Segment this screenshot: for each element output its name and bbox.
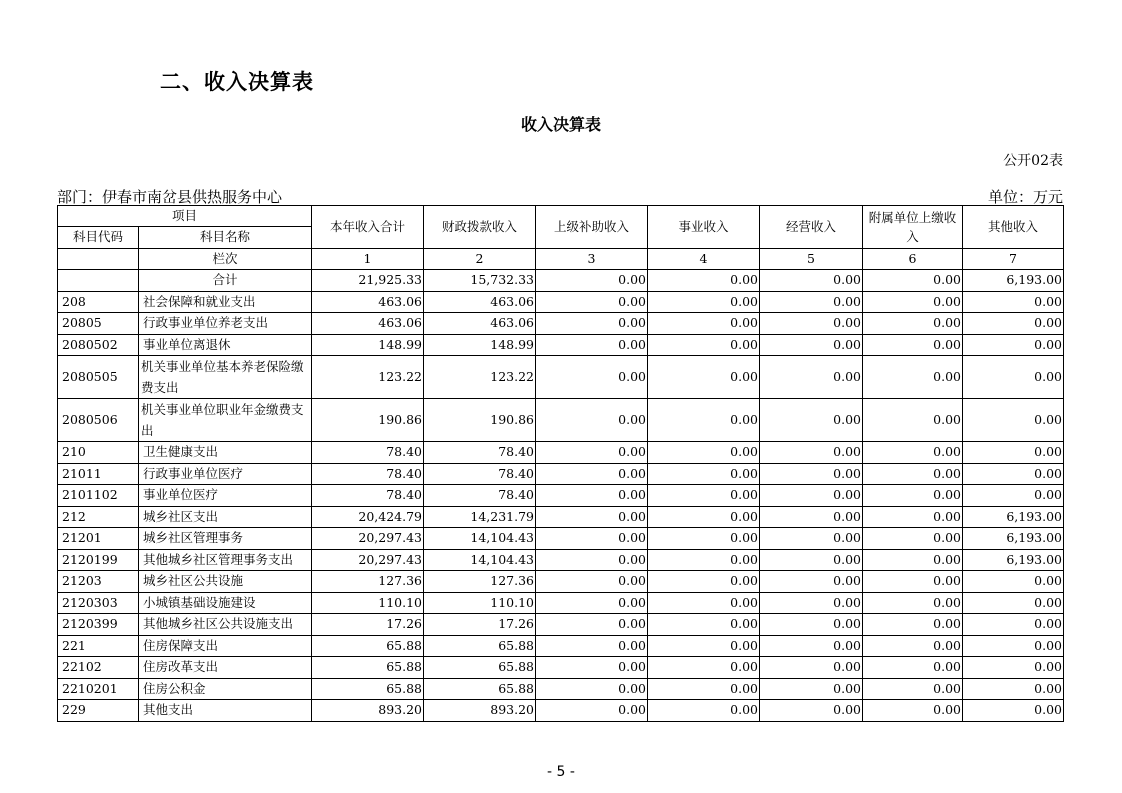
table-row [58,313,1064,335]
amount-cell: 6,193.00 [963,549,1064,571]
amount-cell: 78.40 [424,485,536,507]
amount-cell: 17.26 [312,614,424,636]
subject-name: 机关事业单位基本养老保险缴费支出 [139,356,312,399]
amount-cell: 0.00 [963,571,1064,593]
amount-cell: 893.20 [424,700,536,722]
amount-cell: 0.00 [536,291,648,313]
amount-cell: 463.06 [312,291,424,313]
amount-cell: 0.00 [760,506,863,528]
amount-cell: 0.00 [648,485,760,507]
amount-cell: 123.22 [424,356,536,399]
amount-cell: 123.22 [312,356,424,399]
table-row [58,463,1064,485]
amount-cell: 0.00 [760,313,863,335]
header-col: 附属单位上缴收入 [863,206,963,249]
table-row [58,442,1064,464]
amount-cell: 0.00 [648,528,760,550]
subject-name: 城乡社区管理事务 [139,528,312,550]
amount-cell: 0.00 [963,678,1064,700]
amount-cell: 0.00 [536,442,648,464]
total-value: 21,925.33 [312,270,424,292]
amount-cell: 20,297.43 [312,549,424,571]
amount-cell: 0.00 [863,291,963,313]
amount-cell: 0.00 [863,399,963,442]
subject-code: 2120303 [58,592,139,614]
amount-cell: 0.00 [963,485,1064,507]
header-item: 项目 [58,206,312,227]
amount-cell: 0.00 [863,485,963,507]
subject-name: 住房公积金 [139,678,312,700]
total-value: 0.00 [536,270,648,292]
table-row [58,614,1064,636]
blank-cell [58,248,139,270]
table-row [58,334,1064,356]
col-number: 4 [648,248,760,270]
amount-cell: 0.00 [536,463,648,485]
amount-cell: 0.00 [863,334,963,356]
amount-cell: 0.00 [760,678,863,700]
amount-cell: 0.00 [648,678,760,700]
amount-cell: 0.00 [760,549,863,571]
amount-cell: 0.00 [863,571,963,593]
table-row [58,506,1064,528]
amount-cell: 127.36 [312,571,424,593]
amount-cell: 0.00 [963,313,1064,335]
amount-cell: 0.00 [963,614,1064,636]
subject-name: 城乡社区支出 [139,506,312,528]
amount-cell: 0.00 [863,635,963,657]
subject-name: 城乡社区公共设施 [139,571,312,593]
table-row [58,549,1064,571]
amount-cell: 127.36 [424,571,536,593]
amount-cell: 0.00 [963,592,1064,614]
amount-cell: 0.00 [863,442,963,464]
page-number: - 5 - [547,764,575,780]
amount-cell: 148.99 [424,334,536,356]
amount-cell: 0.00 [648,463,760,485]
amount-cell: 0.00 [648,657,760,679]
amount-cell: 0.00 [760,528,863,550]
amount-cell: 65.88 [312,635,424,657]
amount-cell: 148.99 [312,334,424,356]
subject-code: 2080506 [58,399,139,442]
col-number: 2 [424,248,536,270]
amount-cell: 0.00 [760,592,863,614]
amount-cell: 0.00 [760,657,863,679]
amount-cell: 0.00 [760,635,863,657]
total-value: 15,732.33 [424,270,536,292]
subject-code: 2120399 [58,614,139,636]
amount-cell: 78.40 [312,442,424,464]
amount-cell: 65.88 [424,657,536,679]
table-row [58,291,1064,313]
amount-cell: 0.00 [536,356,648,399]
amount-cell: 0.00 [863,549,963,571]
amount-cell: 0.00 [648,700,760,722]
table-row [58,485,1064,507]
amount-cell: 0.00 [648,571,760,593]
col-number: 7 [963,248,1064,270]
total-value: 0.00 [648,270,760,292]
header-col: 其他收入 [963,206,1064,249]
subject-name: 卫生健康支出 [139,442,312,464]
subject-code: 21011 [58,463,139,485]
amount-cell: 0.00 [863,614,963,636]
table-row [58,571,1064,593]
department-label: 部门：伊春市南岔县供热服务中心 [57,188,283,206]
header-name: 科目名称 [139,227,312,249]
amount-cell: 0.00 [648,506,760,528]
amount-cell: 0.00 [863,700,963,722]
amount-cell: 0.00 [760,291,863,313]
amount-cell: 190.86 [312,399,424,442]
amount-cell: 0.00 [536,571,648,593]
amount-cell: 0.00 [536,700,648,722]
amount-cell: 0.00 [648,592,760,614]
amount-cell: 0.00 [760,334,863,356]
amount-cell: 110.10 [312,592,424,614]
amount-cell: 0.00 [963,399,1064,442]
amount-cell: 0.00 [536,657,648,679]
amount-cell: 78.40 [424,463,536,485]
subject-name: 社会保障和就业支出 [139,291,312,313]
col-number: 5 [760,248,863,270]
subject-code: 20805 [58,313,139,335]
amount-cell: 14,104.43 [424,549,536,571]
amount-cell: 0.00 [536,592,648,614]
header-col: 上级补助收入 [536,206,648,249]
header-col: 财政拨款收入 [424,206,536,249]
amount-cell: 65.88 [312,657,424,679]
amount-cell: 0.00 [963,700,1064,722]
col-number: 6 [863,248,963,270]
table-row [58,399,1064,442]
amount-cell: 0.00 [536,399,648,442]
subject-name: 行政事业单位医疗 [139,463,312,485]
amount-cell: 0.00 [760,700,863,722]
amount-cell: 20,424.79 [312,506,424,528]
subject-name: 事业单位医疗 [139,485,312,507]
subject-name: 机关事业单位职业年金缴费支出 [139,399,312,442]
total-value: 6,193.00 [963,270,1064,292]
amount-cell: 0.00 [536,635,648,657]
amount-cell: 0.00 [760,614,863,636]
blank-cell [58,270,139,292]
amount-cell: 14,231.79 [424,506,536,528]
amount-cell: 0.00 [963,657,1064,679]
amount-cell: 65.88 [424,635,536,657]
subject-name: 其他城乡社区公共设施支出 [139,614,312,636]
amount-cell: 78.40 [424,442,536,464]
subject-code: 210 [58,442,139,464]
amount-cell: 463.06 [424,313,536,335]
section-heading: 二、收入决算表 [160,70,314,94]
amount-cell: 0.00 [648,442,760,464]
amount-cell: 65.88 [424,678,536,700]
amount-cell: 0.00 [963,356,1064,399]
amount-cell: 0.00 [863,356,963,399]
amount-cell: 0.00 [760,356,863,399]
amount-cell: 0.00 [863,592,963,614]
amount-cell: 0.00 [760,463,863,485]
table-row [58,592,1064,614]
unit-label: 单位：万元 [987,188,1063,206]
amount-cell: 0.00 [863,506,963,528]
col-index-label: 栏次 [139,248,312,270]
header-col: 本年收入合计 [312,206,424,249]
amount-cell: 0.00 [963,291,1064,313]
subject-name: 其他城乡社区管理事务支出 [139,549,312,571]
table-row [58,700,1064,722]
amount-cell: 0.00 [536,528,648,550]
subject-name: 其他支出 [139,700,312,722]
form-code: 公开02表 [1003,153,1063,169]
col-number: 3 [536,248,648,270]
amount-cell: 65.88 [312,678,424,700]
amount-cell: 0.00 [863,463,963,485]
subject-name: 行政事业单位养老支出 [139,313,312,335]
total-value: 0.00 [760,270,863,292]
amount-cell: 0.00 [648,614,760,636]
header-col: 经营收入 [760,206,863,249]
subject-code: 229 [58,700,139,722]
amount-cell: 110.10 [424,592,536,614]
subject-name: 住房改革支出 [139,657,312,679]
total-value: 0.00 [863,270,963,292]
subject-code: 221 [58,635,139,657]
amount-cell: 0.00 [536,485,648,507]
amount-cell: 0.00 [760,442,863,464]
amount-cell: 0.00 [863,313,963,335]
amount-cell: 463.06 [424,291,536,313]
subject-code: 2101102 [58,485,139,507]
subject-code: 212 [58,506,139,528]
table-title: 收入决算表 [520,115,601,134]
amount-cell: 0.00 [963,442,1064,464]
amount-cell: 0.00 [536,549,648,571]
amount-cell: 0.00 [536,334,648,356]
amount-cell: 0.00 [536,506,648,528]
amount-cell: 0.00 [863,678,963,700]
amount-cell: 78.40 [312,463,424,485]
amount-cell: 6,193.00 [963,506,1064,528]
amount-cell: 17.26 [424,614,536,636]
amount-cell: 0.00 [963,635,1064,657]
subject-name: 事业单位离退休 [139,334,312,356]
amount-cell: 0.00 [863,657,963,679]
header-code: 科目代码 [58,227,139,249]
amount-cell: 6,193.00 [963,528,1064,550]
subject-code: 2120199 [58,549,139,571]
amount-cell: 78.40 [312,485,424,507]
amount-cell: 0.00 [963,463,1064,485]
subject-code: 21201 [58,528,139,550]
amount-cell: 0.00 [536,614,648,636]
amount-cell: 0.00 [648,635,760,657]
subject-code: 2080505 [58,356,139,399]
amount-cell: 0.00 [648,399,760,442]
amount-cell: 0.00 [648,313,760,335]
table-row [58,356,1064,399]
amount-cell: 0.00 [648,356,760,399]
amount-cell: 0.00 [648,291,760,313]
amount-cell: 14,104.43 [424,528,536,550]
amount-cell: 0.00 [536,313,648,335]
subject-code: 208 [58,291,139,313]
amount-cell: 0.00 [760,485,863,507]
table-row [58,528,1064,550]
amount-cell: 0.00 [760,399,863,442]
amount-cell: 463.06 [312,313,424,335]
amount-cell: 893.20 [312,700,424,722]
amount-cell: 0.00 [963,334,1064,356]
income-table [57,205,1064,722]
amount-cell: 0.00 [648,334,760,356]
subject-name: 住房保障支出 [139,635,312,657]
amount-cell: 190.86 [424,399,536,442]
col-number: 1 [312,248,424,270]
subject-name: 小城镇基础设施建设 [139,592,312,614]
header-col: 事业收入 [648,206,760,249]
total-row [58,270,1064,292]
subject-code: 22102 [58,657,139,679]
table-row [58,657,1064,679]
total-label: 合计 [139,270,312,292]
amount-cell: 0.00 [863,528,963,550]
amount-cell: 0.00 [648,549,760,571]
table-row [58,678,1064,700]
amount-cell: 20,297.43 [312,528,424,550]
subject-code: 2080502 [58,334,139,356]
table-row [58,635,1064,657]
amount-cell: 0.00 [760,571,863,593]
subject-code: 21203 [58,571,139,593]
amount-cell: 0.00 [536,678,648,700]
subject-code: 2210201 [58,678,139,700]
